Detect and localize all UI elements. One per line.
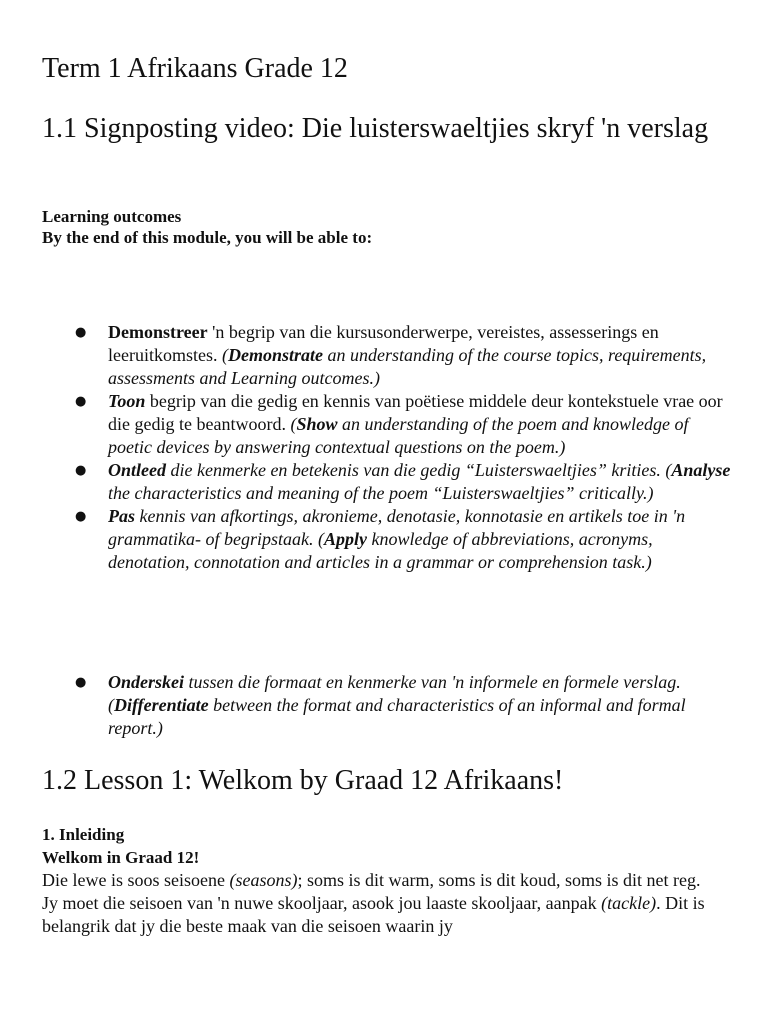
list-item [42,505,732,574]
outcome-verb: Pas [108,506,135,526]
outcome-verb: Onderskei [108,672,184,692]
outcome-english-verb: Show [296,414,338,434]
outcome-english-verb: Differentiate [114,695,209,715]
outcome-english: knowledge of abbreviations, acronyms, denotation, connotation and articles in a grammar or comprehension task.) [108,529,653,572]
introduction-heading: 1. Inleiding [42,825,125,844]
section-heading-1-1: 1.1 Signposting video: Die luisterswaeltjies skryf 'n verslag [42,113,709,144]
document-title: Term 1 Afrikaans Grade 12 [42,53,348,84]
outcome-afrikaans: 'n begrip van die kursusonderwerpe, vereistes, assesserings en leeruitkomstes. [108,322,659,365]
outcome-open-paren: ( [317,529,324,549]
bullet-icon: ● [75,325,87,340]
outcome-open-paren: ( [665,460,672,480]
list-item [42,671,732,740]
outcome-verb: Toon [108,391,146,411]
outcome-open-paren: ( [108,695,114,715]
outcome-english: an understanding of the course topics, requirements, assessments and Learning outcomes.) [108,345,707,388]
outcome-open-paren: ( [290,414,297,434]
outcome-english-verb: Analyse [671,460,731,480]
intro-paragraph [42,869,718,938]
intro-text-2: ; soms is dit warm, soms is dit koud, soms is dit net reg. Jy moet die seisoen van 'n nuwe skooljaar, asook jou laaste skooljaar, aanpak [42,870,701,913]
learning-outcomes-heading: Learning outcomes [42,207,182,226]
list-item [42,459,732,505]
outcome-english-verb: Demonstrate [227,345,323,365]
intro-text-seasons: (seasons) [229,870,298,890]
intro-text-3: . Dit is belangrik dat jy die beste maak van die seisoen waarin jy [42,893,705,936]
outcomes-list [42,321,732,574]
outcome-afrikaans: tussen die formaat en kenmerke van 'n informele en formele verslag. [184,672,681,692]
bullet-icon: ● [75,463,87,478]
list-item [42,390,732,459]
intro-text-1: Die lewe is soos seisoene [42,870,230,890]
outcome-english: the characteristics and meaning of the poem “Luisterswaeltjies” critically.) [108,483,654,503]
outcome-verb: Demonstreer [108,322,208,342]
intro-text-tackle: (tackle) [601,893,657,913]
bullet-icon: ● [75,675,87,690]
outcomes-list-2 [42,671,732,740]
outcome-afrikaans: begrip van die gedig en kennis van poëtiese middele deur kontekstuele vrae oor die gedig te beantwoord. [108,391,723,434]
welcome-subheading: Welkom in Graad 12! [42,848,200,867]
bullet-icon: ● [75,394,87,409]
learning-outcomes-block [42,206,372,248]
learning-outcomes-intro: By the end of this module, you will be able to: [42,228,373,247]
outcome-english: an understanding of the poem and knowledge of poetic devices by answering contextual questions on the poem.) [108,414,689,457]
outcome-verb: Ontleed [108,460,166,480]
introduction-section [42,823,732,938]
outcome-afrikaans: die kenmerke en betekenis van die gedig “Luisterswaeltjies” krities. [166,460,666,480]
outcome-english-verb: Apply [323,529,367,549]
section-heading-1-2: 1.2 Lesson 1: Welkom by Graad 12 Afrikaans! [42,765,564,796]
outcome-open-paren: ( [221,345,228,365]
list-item [42,321,732,390]
outcome-afrikaans: kennis van afkortings, akronieme, denotasie, konnotasie en artikels toe in 'n grammatika- of begripstaak. [108,506,686,549]
bullet-icon: ● [75,509,87,524]
outcome-english: between the format and characteristics of an informal and formal report.) [108,695,686,738]
